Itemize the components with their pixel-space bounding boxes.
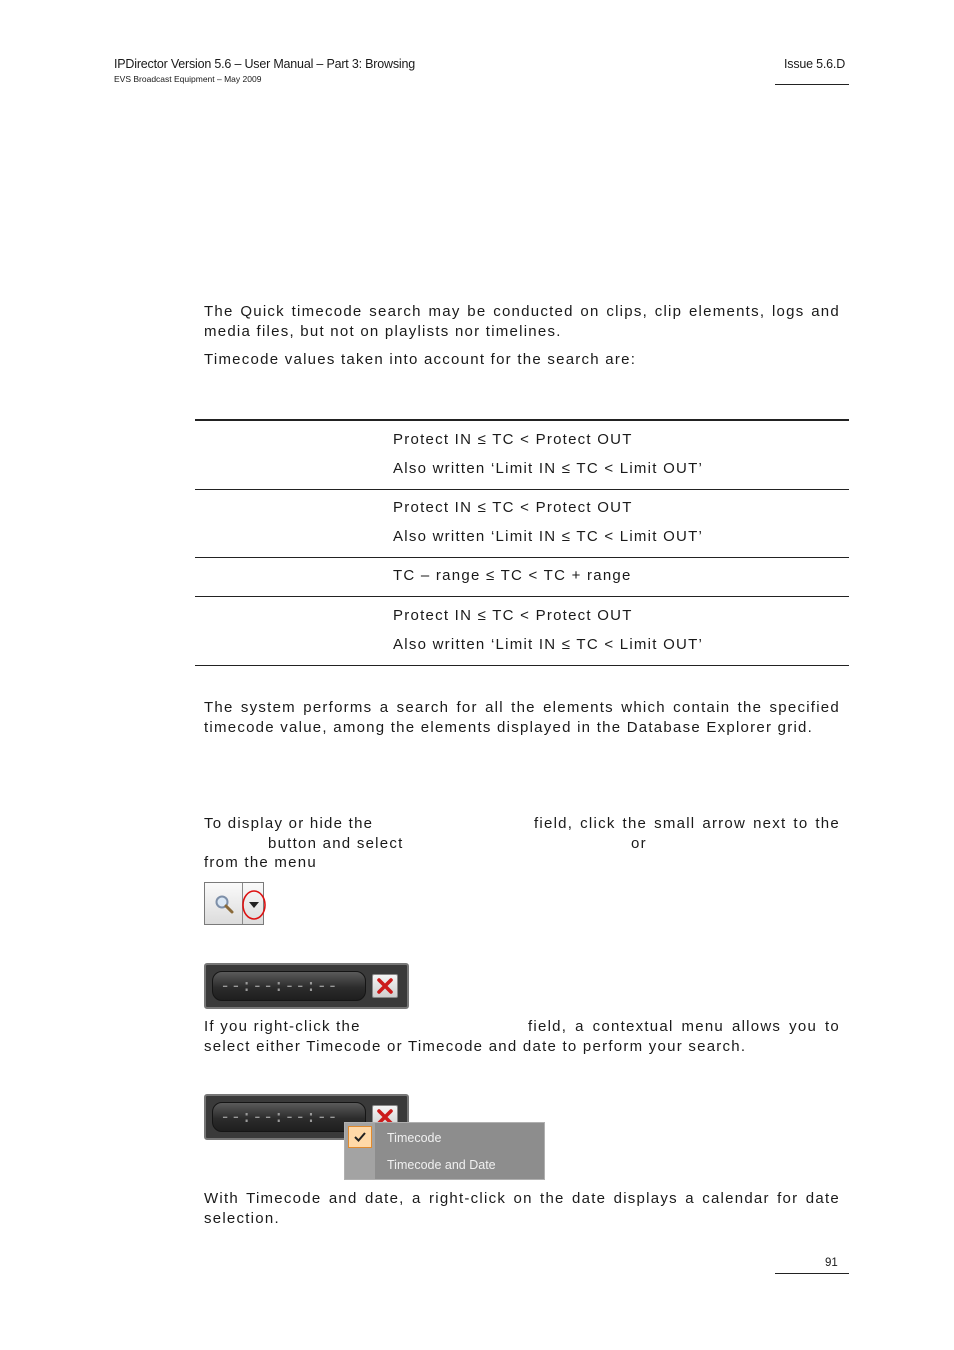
p5-fragment-c: select either Timecode or Timecode and date to perform your search. bbox=[204, 1038, 747, 1055]
timecode-input-text: --:--:--:-- bbox=[220, 1107, 339, 1127]
dropdown-arrow-icon[interactable] bbox=[241, 889, 267, 921]
table-rule bbox=[195, 596, 849, 597]
p4-fragment-d: or bbox=[631, 835, 647, 852]
page-number: 91 bbox=[825, 1257, 838, 1269]
menu-check-box bbox=[348, 1126, 372, 1148]
table-row-2-line2: Also written ‘Limit IN ≤ TC < Limit OUT’ bbox=[393, 528, 704, 545]
table-row-1-line1: Protect IN ≤ TC < Protect OUT bbox=[393, 431, 633, 448]
p5-fragment-a: If you right-click the bbox=[204, 1018, 361, 1035]
timecode-input-text: --:--:--:-- bbox=[220, 976, 339, 996]
menu-item-timecode[interactable]: Timecode bbox=[387, 1131, 442, 1145]
table-rule bbox=[195, 557, 849, 558]
table-row-4-line2: Also written ‘Limit IN ≤ TC < Limit OUT’ bbox=[393, 636, 704, 653]
table-row-1-line2: Also written ‘Limit IN ≤ TC < Limit OUT’ bbox=[393, 460, 704, 477]
paragraph-values-intro: Timecode values taken into account for the search are: bbox=[204, 351, 637, 368]
header-subtitle: EVS Broadcast Equipment – May 2009 bbox=[114, 74, 262, 84]
header-issue: Issue 5.6.D bbox=[784, 57, 846, 71]
timecode-field[interactable] bbox=[204, 963, 409, 1009]
table-row-3-line1: TC – range ≤ TC < TC + range bbox=[393, 567, 632, 584]
header-title: IPDirector Version 5.6 – User Manual – Part 3: Browsing bbox=[114, 57, 415, 71]
table-row-2-line1: Protect IN ≤ TC < Protect OUT bbox=[393, 499, 633, 516]
p4-fragment-c: button and select bbox=[268, 835, 404, 852]
magnifier-icon bbox=[213, 893, 235, 915]
close-x-icon bbox=[373, 975, 397, 997]
search-split-button[interactable] bbox=[204, 882, 264, 925]
clear-timecode-button[interactable] bbox=[372, 974, 398, 998]
p4-fragment-b: field, click the small arrow next to the bbox=[534, 815, 840, 832]
table-row-4-line1: Protect IN ≤ TC < Protect OUT bbox=[393, 607, 633, 624]
p4-fragment-a: To display or hide the bbox=[204, 815, 374, 832]
table-rule bbox=[195, 489, 849, 490]
table-rule-top bbox=[195, 419, 849, 421]
p4-fragment-e: from the menu bbox=[204, 854, 317, 871]
table-rule-bottom bbox=[195, 665, 849, 666]
p5-fragment-b: field, a contextual menu allows you to bbox=[528, 1018, 840, 1035]
checkmark-icon bbox=[349, 1127, 371, 1147]
header-rule bbox=[775, 84, 849, 85]
paragraph-calendar: With Timecode and date, a right-click on the date displays a calendar for date selection. bbox=[204, 1190, 840, 1227]
paragraph-search-behaviour: The system performs a search for all the elements which contain the specified timecode value, among the elements displayed in the Database Explorer grid. bbox=[204, 699, 840, 736]
menu-item-timecode-and-date[interactable]: Timecode and Date bbox=[387, 1158, 496, 1172]
footer-rule bbox=[775, 1273, 849, 1274]
paragraph-scope: The Quick timecode search may be conducted on clips, clip elements, logs and media files, but not on playlists nor timelines. bbox=[204, 303, 840, 340]
timecode-context-menu bbox=[344, 1122, 545, 1180]
